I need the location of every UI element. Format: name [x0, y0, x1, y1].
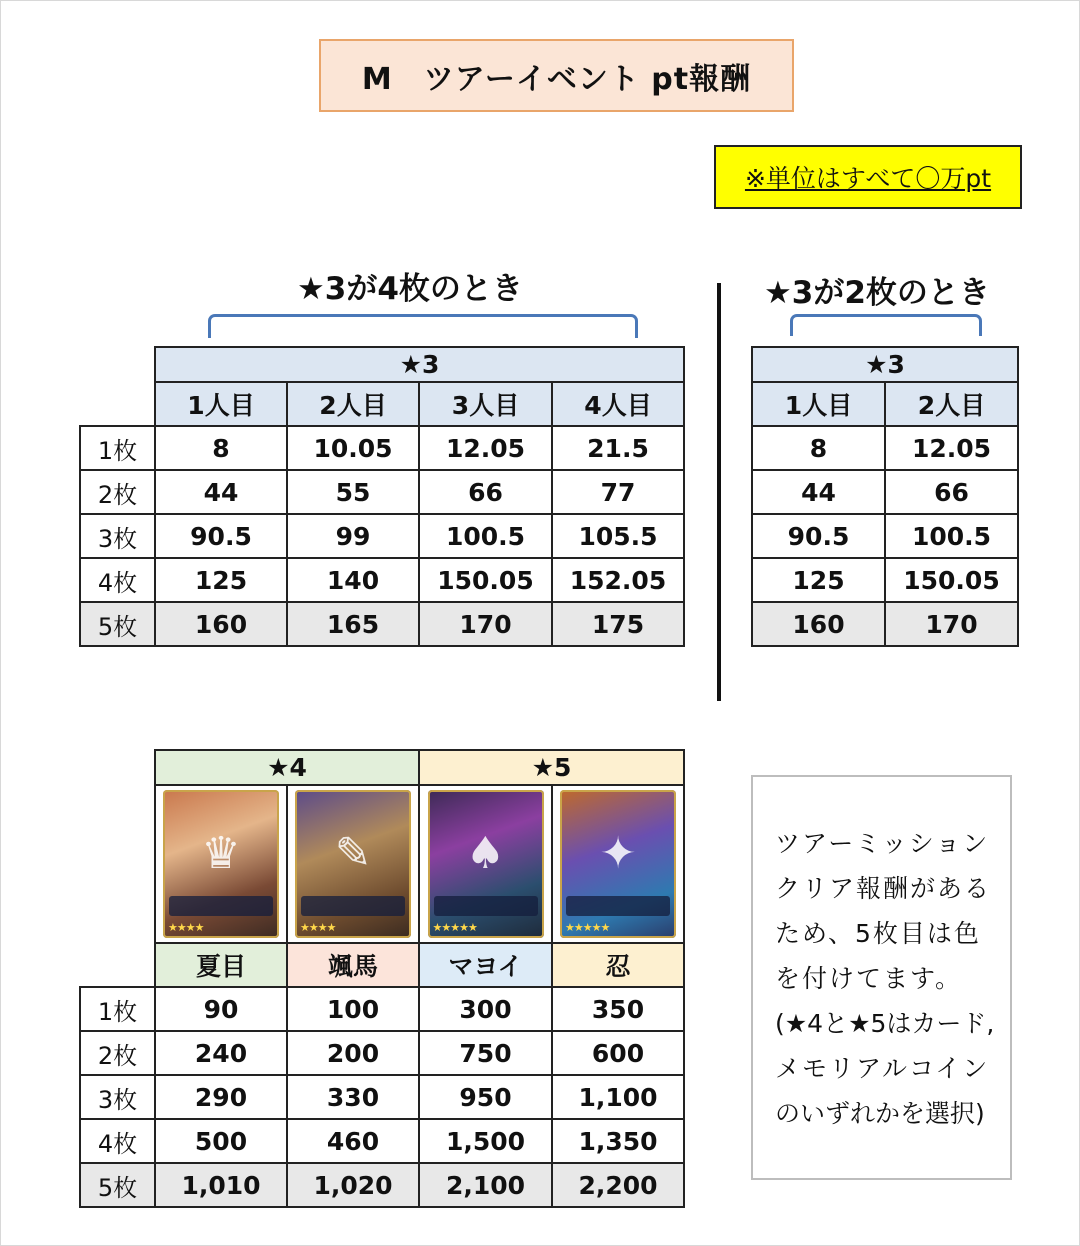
- character-name: 颯馬: [287, 943, 419, 987]
- value-cell: 460: [287, 1119, 419, 1163]
- value-cell: 1,020: [287, 1163, 419, 1207]
- value-cell: 55: [287, 470, 419, 514]
- note-line: クリア報酬がある: [775, 874, 992, 903]
- value-cell: 150.05: [419, 558, 552, 602]
- value-cell: 99: [287, 514, 419, 558]
- note-line: ため、5枚目は色: [775, 919, 981, 948]
- row-label: 4枚: [80, 558, 155, 602]
- value-cell: 165: [287, 602, 419, 646]
- bracket-star3-two: [790, 314, 982, 336]
- row-label: 1枚: [80, 426, 155, 470]
- row-label: 2枚: [80, 470, 155, 514]
- value-cell: 150.05: [885, 558, 1018, 602]
- value-cell: 100: [287, 987, 419, 1031]
- table-row: [80, 1119, 684, 1163]
- value-cell: 300: [419, 987, 552, 1031]
- value-cell: 66: [419, 470, 552, 514]
- table-row: [80, 514, 684, 558]
- value-cell: 1,500: [419, 1119, 552, 1163]
- character-name: マヨイ: [419, 943, 552, 987]
- row-label: 3枚: [80, 514, 155, 558]
- value-cell: 290: [155, 1075, 287, 1119]
- value-cell: 1,350: [552, 1119, 684, 1163]
- value-cell: 1,010: [155, 1163, 287, 1207]
- note-line: を付けてます。: [775, 964, 963, 993]
- value-cell: 100.5: [419, 514, 552, 558]
- value-cell: 12.05: [419, 426, 552, 470]
- value-cell: 140: [287, 558, 419, 602]
- group-header-star5: ★5: [419, 750, 684, 785]
- value-cell: 330: [287, 1075, 419, 1119]
- table-row: [80, 1031, 684, 1075]
- value-cell: 90.5: [752, 514, 885, 558]
- table-row: [80, 602, 684, 646]
- value-cell: 66: [885, 470, 1018, 514]
- table-row: [752, 558, 1018, 602]
- table-row: [80, 558, 684, 602]
- table-row: [752, 514, 1018, 558]
- table-row: [752, 602, 1018, 646]
- card-art-natsume-icon: ♛ ★★★★: [163, 790, 279, 938]
- value-cell: 77: [552, 470, 684, 514]
- row-label: 1枚: [80, 987, 155, 1031]
- value-cell: 21.5: [552, 426, 684, 470]
- row-label: 5枚: [80, 1163, 155, 1207]
- value-cell: 950: [419, 1075, 552, 1119]
- value-cell: 152.05: [552, 558, 684, 602]
- star3-four-table: [79, 346, 685, 647]
- value-cell: 44: [155, 470, 287, 514]
- value-cell: 175: [552, 602, 684, 646]
- bracket-star3-four: [208, 314, 638, 338]
- page-title: M ツアーイベント pt報酬: [319, 39, 794, 112]
- note-line: のいずれかを選択): [775, 1099, 985, 1128]
- note-line: ツアーミッション: [775, 829, 990, 858]
- col-header: 3人目: [419, 382, 552, 426]
- col-header: 2人目: [287, 382, 419, 426]
- value-cell: 125: [155, 558, 287, 602]
- value-cell: 10.05: [287, 426, 419, 470]
- value-cell: 2,200: [552, 1163, 684, 1207]
- col-header: 4人目: [552, 382, 684, 426]
- group-header-star4: ★4: [155, 750, 419, 785]
- col-header: 2人目: [885, 382, 1018, 426]
- vertical-divider: [717, 283, 721, 701]
- value-cell: 8: [752, 426, 885, 470]
- value-cell: 170: [419, 602, 552, 646]
- value-cell: 240: [155, 1031, 287, 1075]
- value-cell: 90: [155, 987, 287, 1031]
- value-cell: 90.5: [155, 514, 287, 558]
- row-label: 5枚: [80, 602, 155, 646]
- note-line: (★4と★5はカード,: [775, 1009, 995, 1038]
- heading-star3-four: ★3が4枚のとき: [297, 271, 523, 307]
- col-header: 1人目: [752, 382, 885, 426]
- value-cell: 8: [155, 426, 287, 470]
- star3-two-table: [751, 346, 1019, 647]
- note-line: メモリアルコイン: [775, 1054, 990, 1083]
- row-label: 3枚: [80, 1075, 155, 1119]
- value-cell: 750: [419, 1031, 552, 1075]
- group-header-star3: ★3: [752, 347, 1018, 382]
- character-name: 忍: [552, 943, 684, 987]
- value-cell: 125: [752, 558, 885, 602]
- group-header-star3: ★3: [155, 347, 684, 382]
- value-cell: 170: [885, 602, 1018, 646]
- value-cell: 350: [552, 987, 684, 1031]
- row-label: 2枚: [80, 1031, 155, 1075]
- card-art-mayoi-icon: ♠ ★★★★★: [428, 790, 544, 938]
- heading-star3-two: ★3が2枚のとき: [764, 275, 990, 311]
- value-cell: 105.5: [552, 514, 684, 558]
- col-header: 1人目: [155, 382, 287, 426]
- unit-note: ※単位はすべて〇万pt: [714, 145, 1022, 209]
- table-row: [80, 1163, 684, 1207]
- value-cell: 100.5: [885, 514, 1018, 558]
- row-label: 4枚: [80, 1119, 155, 1163]
- character-name: 夏目: [155, 943, 287, 987]
- value-cell: 1,100: [552, 1075, 684, 1119]
- star45-table: [79, 749, 685, 1208]
- table-row: [80, 470, 684, 514]
- card-art-souma-icon: ✎ ★★★★: [295, 790, 411, 938]
- table-row: [80, 987, 684, 1031]
- table-row: [752, 470, 1018, 514]
- value-cell: 600: [552, 1031, 684, 1075]
- value-cell: 500: [155, 1119, 287, 1163]
- value-cell: 2,100: [419, 1163, 552, 1207]
- table-row: [752, 426, 1018, 470]
- value-cell: 44: [752, 470, 885, 514]
- value-cell: 12.05: [885, 426, 1018, 470]
- table-row: [80, 1075, 684, 1119]
- value-cell: 160: [752, 602, 885, 646]
- value-cell: 200: [287, 1031, 419, 1075]
- value-cell: 160: [155, 602, 287, 646]
- card-art-shinobu-icon: ✦ ★★★★★: [560, 790, 676, 938]
- note-box: [751, 775, 1012, 1180]
- table-row: [80, 426, 684, 470]
